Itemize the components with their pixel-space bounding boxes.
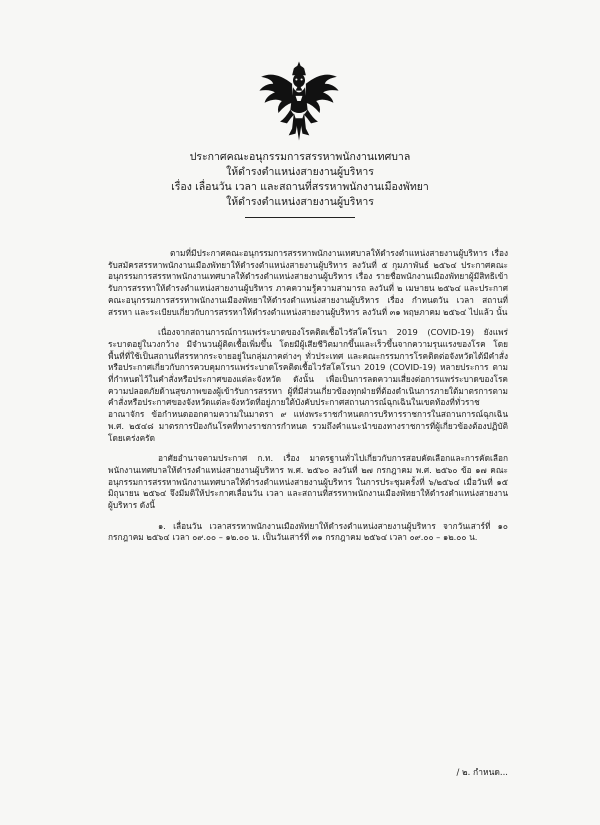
paragraph-1-text: ตามที่มีประกาศคณะอนุกรรมการสรรหาพนักงานเทศบาลให้ดำรงตำแหน่งสายงานผู้บริหาร เรื่อง รับสมัครสรรหาพนักงานเมืองพัทยาให้ดำรงตำแหน่งสายงานผู้บริหาร ลงวันที่ ๕ กุมภาพันธ์ ๒๕๖๔ ประกาศคณะอนุกรรมการสรรหาพนักงานเทศบาลให้ดำรงตำแหน่งสายงานผู้บริหาร เรื่อง รายชื่อพนักงานเมืองพัทยาผู้มีสิทธิเข้ารับการสรรหาให้ดำรงตำแหน่งสายงานผู้บริหาร ภาคความรู้ความสามารถ ลงวันที่ ๒ เมษายน ๒๕๖๔ และประกาศคณะอนุกรรมการสรรหาพนักงานเมืองพัทยาให้ดำรงตำแหน่งสายงานผู้บริหาร เรื่อง กำหนดวัน เวลา สถานที่สรรหา และระเบียบเกี่ยวกับการสรรหาให้ดำรงตำแหน่งสายงานผู้บริหาร ลงวันที่ ๓๑ พฤษภาคม ๒๕๖๔ ไปแล้ว นั้น [108, 248, 508, 317]
heading-divider [245, 217, 355, 218]
document-body [108, 248, 508, 553]
paragraph-2-text: เนื่องจากสถานการณ์การแพร่ระบาดของโรคติดเชื้อไวรัสโคโรนา 2019 (COVID-19) ยังแพร่ระบาดอยู่ในวงกว้าง มีจำนวนผู้ติดเชื้อเพิ่มขึ้น โดยมีผู้เสียชีวิตมากขึ้นและเร็วขึ้นจากความรุนแรงของโรค โดยพื้นที่ที่ใช้เป็นสถานที่สรรหากระจายอยู่ในกลุ่มภาคต่างๆ ทั่วประเทศ และคณะกรรมการโรคติดต่อจังหวัดได้มีคำสั่งหรือประกาศเกี่ยวกับการควบคุมการแพร่ระบาดโรคติดเชื้อไวรัสโคโรนา 2019 (COVID-19) หลายประการ ตามที่กำหนดไว้ในคำสั่งหรือประกาศของแต่ละจังหวัด ดังนั้น เพื่อเป็นการลดความเสี่ยงต่อการแพร่ระบาดของโรค ความปลอดภัยด้านสุขภาพของผู้เข้ารับการสรรหา ผู้ที่มีส่วนเกี่ยวข้องทุกฝ่ายที่ต้องดำเนินการภายใต้มาตรการตามคำสั่งหรือประกาศของจังหวัดแต่ละจังหวัดที่อยู่ภายใต้บังคับประกาศสถานการณ์ฉุกเฉินในเขตท้องที่ทั่วราชอาณาจักร ข้อกำหนดออกตามความในมาตรา ๙ แห่งพระราชกำหนดการบริหารราชการในสถานการณ์ฉุกเฉิน พ.ศ. ๒๕๔๘ มาตรการป้องกันโรคที่ทางราชการกำหนด รวมถึงคำแนะนำของทางราชการที่ผู้เกี่ยวข้องต้องปฏิบัติโดยเคร่งครัด [108, 327, 508, 443]
garuda-emblem [256, 58, 342, 144]
heading-line-3: เรื่อง เลื่อนวัน เวลา และสถานที่สรรหาพนักงานเมืองพัทยา [171, 181, 429, 193]
paragraph-3 [108, 453, 508, 512]
paragraph-2 [108, 327, 508, 444]
paragraph-3-text: อาศัยอำนาจตามประกาศ ก.ท. เรื่อง มาตรฐานทั่วไปเกี่ยวกับการสอบคัดเลือกและการคัดเลือกพนักงานเทศบาลให้ดำรงตำแหน่งสายงานผู้บริหาร พ.ศ. ๒๕๖๐ ลงวันที่ ๒๗ กรกฎาคม พ.ศ. ๒๕๖๐ ข้อ ๑๗ คณะอนุกรรมการสรรหาพนักงานเทศบาลให้ดำรงตำแหน่งสายงานผู้บริหาร ในการประชุมครั้งที่ ๖/๒๕๖๔ เมื่อวันที่ ๑๕ มิถุนายน ๒๕๖๔ จึงมีมติให้ประกาศเลื่อนวัน เวลา และสถานที่สรรหาพนักงานเมืองพัทยาให้ดำรงตำแหน่งสายงานผู้บริหาร ดังนี้ [108, 453, 508, 511]
paragraph-4-text: ๑. เลื่อนวัน เวลาสรรหาพนักงานเมืองพัทยาให้ดำรงตำแหน่งสายงานผู้บริหาร จากวันเสาร์ที่ ๑๐ กรกฎาคม ๒๕๖๔ เวลา ๐๙.๐๐ – ๑๒.๐๐ น. เป็นวันเสาร์ที่ ๓๑ กรกฎาคม ๒๕๖๔ เวลา ๐๙.๐๐ – ๑๒.๐๐ น. [108, 520, 508, 543]
heading-line-4: ให้ดำรงตำแหน่งสายงานผู้บริหาร [226, 196, 374, 208]
paragraph-1 [108, 248, 508, 318]
continuation-note: / ๒. กำหนด... [456, 768, 508, 778]
paragraph-4 [108, 521, 508, 544]
document-heading [0, 150, 600, 210]
heading-line-1: ประกาศคณะอนุกรรมการสรรหาพนักงานเทศบาล [189, 151, 411, 163]
heading-line-2: ให้ดำรงตำแหน่งสายงานผู้บริหาร [226, 166, 374, 178]
